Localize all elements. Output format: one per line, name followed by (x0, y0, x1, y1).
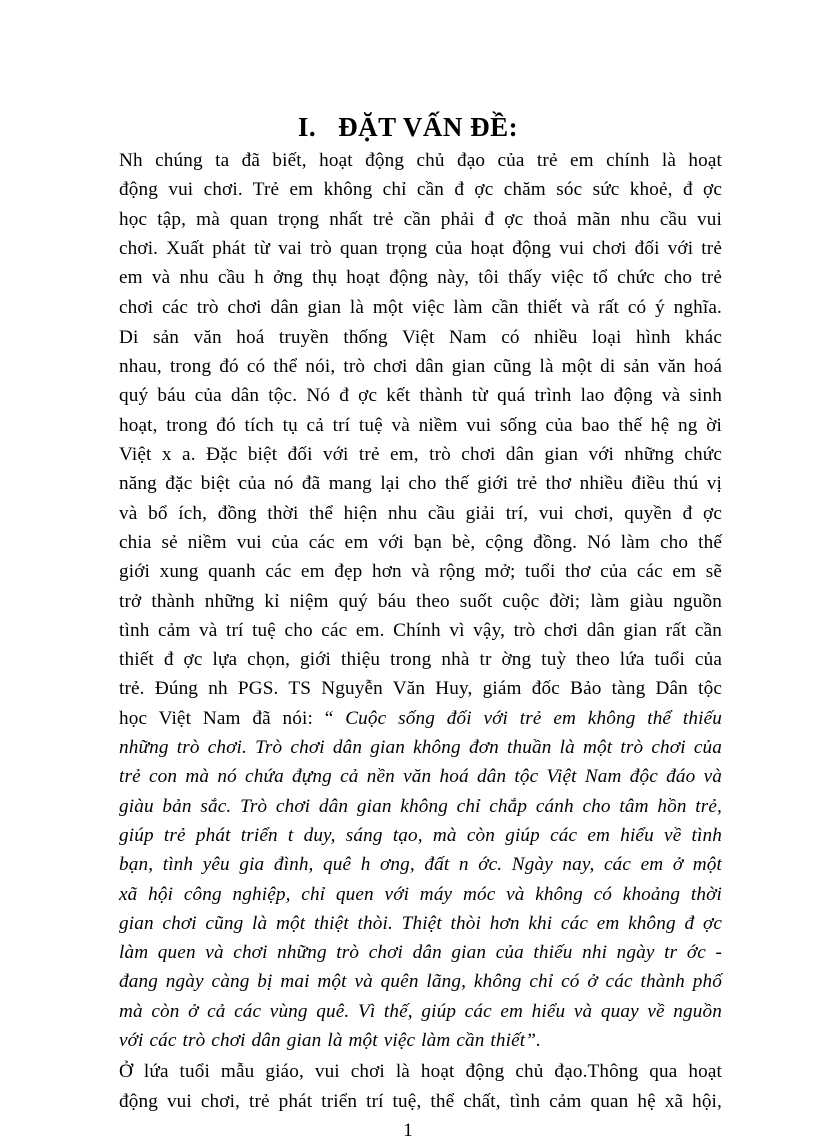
text-line: tình cảm và trí tuệ cho các em. Chính vì vậy, trò chơi dân gian rất cần (119, 619, 722, 641)
text-line: Ở lứa tuổi mẫu giáo, vui chơi là hoạt động chủ đạo.Thông qua hoạt (119, 1061, 722, 1083)
text-line: trở thành những kỉ niệm quý báu theo suốt cuộc đời; làm giàu nguồn (119, 590, 722, 612)
text-line: giới xung quanh các em đẹp hơn và rộng mở; tuổi thơ của các em sẽ (119, 561, 722, 583)
section-title: ĐẶT VẤN ĐỀ: (338, 112, 519, 142)
text-line: năng đặc biệt của nó đã mang lại cho thế giới trẻ thơ nhiều điều thú vị (119, 473, 722, 495)
quote-line: đang ngày càng bị mai một và quên lãng, không chỉ có ở các thành phố (119, 971, 722, 993)
text-line: động vui chơi, trẻ phát triển trí tuệ, thể chất, tình cảm quan hệ xã hội, (119, 1090, 722, 1112)
text-line: chia sẻ niềm vui của các em với bạn bè, cộng đồng. Nó làm cho thế (119, 531, 722, 553)
quote-line: những trò chơi. Trò chơi dân gian không đơn thuần là một trò chơi của (119, 737, 722, 758)
section-number: I. (297, 112, 317, 142)
text-line: Nh chúng ta đã biết, hoạt động chủ đạo của trẻ em chính là hoạt (119, 150, 722, 171)
quote-line: xã hội công nghiệp, chỉ quen với máy móc và không có khoảng thời (119, 883, 722, 905)
section-heading (0, 112, 816, 143)
text-line: chơi. Xuất phát từ vai trò quan trọng của hoạt động vui chơi đối với trẻ (119, 237, 722, 259)
quote-text: Cuộc sống đối với trẻ em không thể thiếu (345, 707, 722, 729)
text-line: Việt x a. Đặc biệt đối với trẻ em, trò chơi dân gian với những chức (119, 444, 722, 465)
quote-line: giúp trẻ phát triển t duy, sáng tạo, mà còn giúp các em hiểu về tình (119, 824, 722, 846)
text-line: hoạt, trong đó tích tụ cả trí tuệ và niềm vui sống của bao thế hệ ng ời (119, 414, 722, 436)
text-line: em và nhu cầu h ởng thụ hoạt động này, tôi thấy việc tổ chức cho trẻ (119, 267, 722, 289)
quote-line: mà còn ở cả các vùng quê. Vì thế, giúp các em hiểu và quay về nguồn (119, 1000, 722, 1022)
quote-line: làm quen và chơi những trò chơi dân gian của thiếu nhi ngày tr ớc - (119, 942, 722, 964)
quote-line: với các trò chơi dân gian là một việc làm cần thiết”. (119, 1030, 542, 1051)
text-line: học tập, mà quan trọng nhất trẻ cần phải đ ợc thoả mãn nhu cầu vui (119, 208, 722, 230)
text-normal: học Việt Nam đã nói: “ (119, 707, 346, 729)
text-line: nhau, trong đó có thể nói, trò chơi dân gian cũng là một di sản văn hoá (119, 356, 722, 378)
text-line-with-quote-start (119, 704, 722, 733)
quote-line: giàu bản sắc. Trò chơi dân gian không chỉ chắp cánh cho tâm hồn trẻ, (119, 795, 722, 817)
text-line: động vui chơi. Trẻ em không chỉ cần đ ợc chăm sóc sức khoẻ, đ ợc (119, 179, 722, 201)
quote-line: gian chơi cũng là một thiệt thòi. Thiệt thòi hơn khi các em không đ ợc (119, 912, 722, 934)
text-line: trẻ. Đúng nh PGS. TS Nguyễn Văn Huy, giám đốc Bảo tàng Dân tộc (119, 678, 722, 700)
text-line: chơi các trò chơi dân gian là một việc làm cần thiết và rất có ý nghĩa. (119, 296, 722, 318)
text-line: Di sản văn hoá truyền thống Việt Nam có nhiều loại hình khác (119, 326, 722, 348)
text-line: thiết đ ợc lựa chọn, giới thiệu trong nhà tr ờng tuỳ theo lứa tuổi của (119, 649, 722, 671)
quote-line: bạn, tình yêu gia đình, quê h ơng, đất n ớc. Ngày nay, các em ở một (119, 854, 722, 876)
text-line: quý báu của dân tộc. Nó đ ợc kết thành từ quá trình lao động và sinh (119, 385, 722, 407)
page-number: 1 (403, 1119, 413, 1141)
quote-line: trẻ con mà nó chứa đựng cả nền văn hoá dân tộc Việt Nam độc đáo và (119, 766, 722, 788)
text-line: và bổ ích, đồng thời thể hiện nhu cầu giải trí, vui chơi, quyền đ ợc (119, 502, 722, 524)
